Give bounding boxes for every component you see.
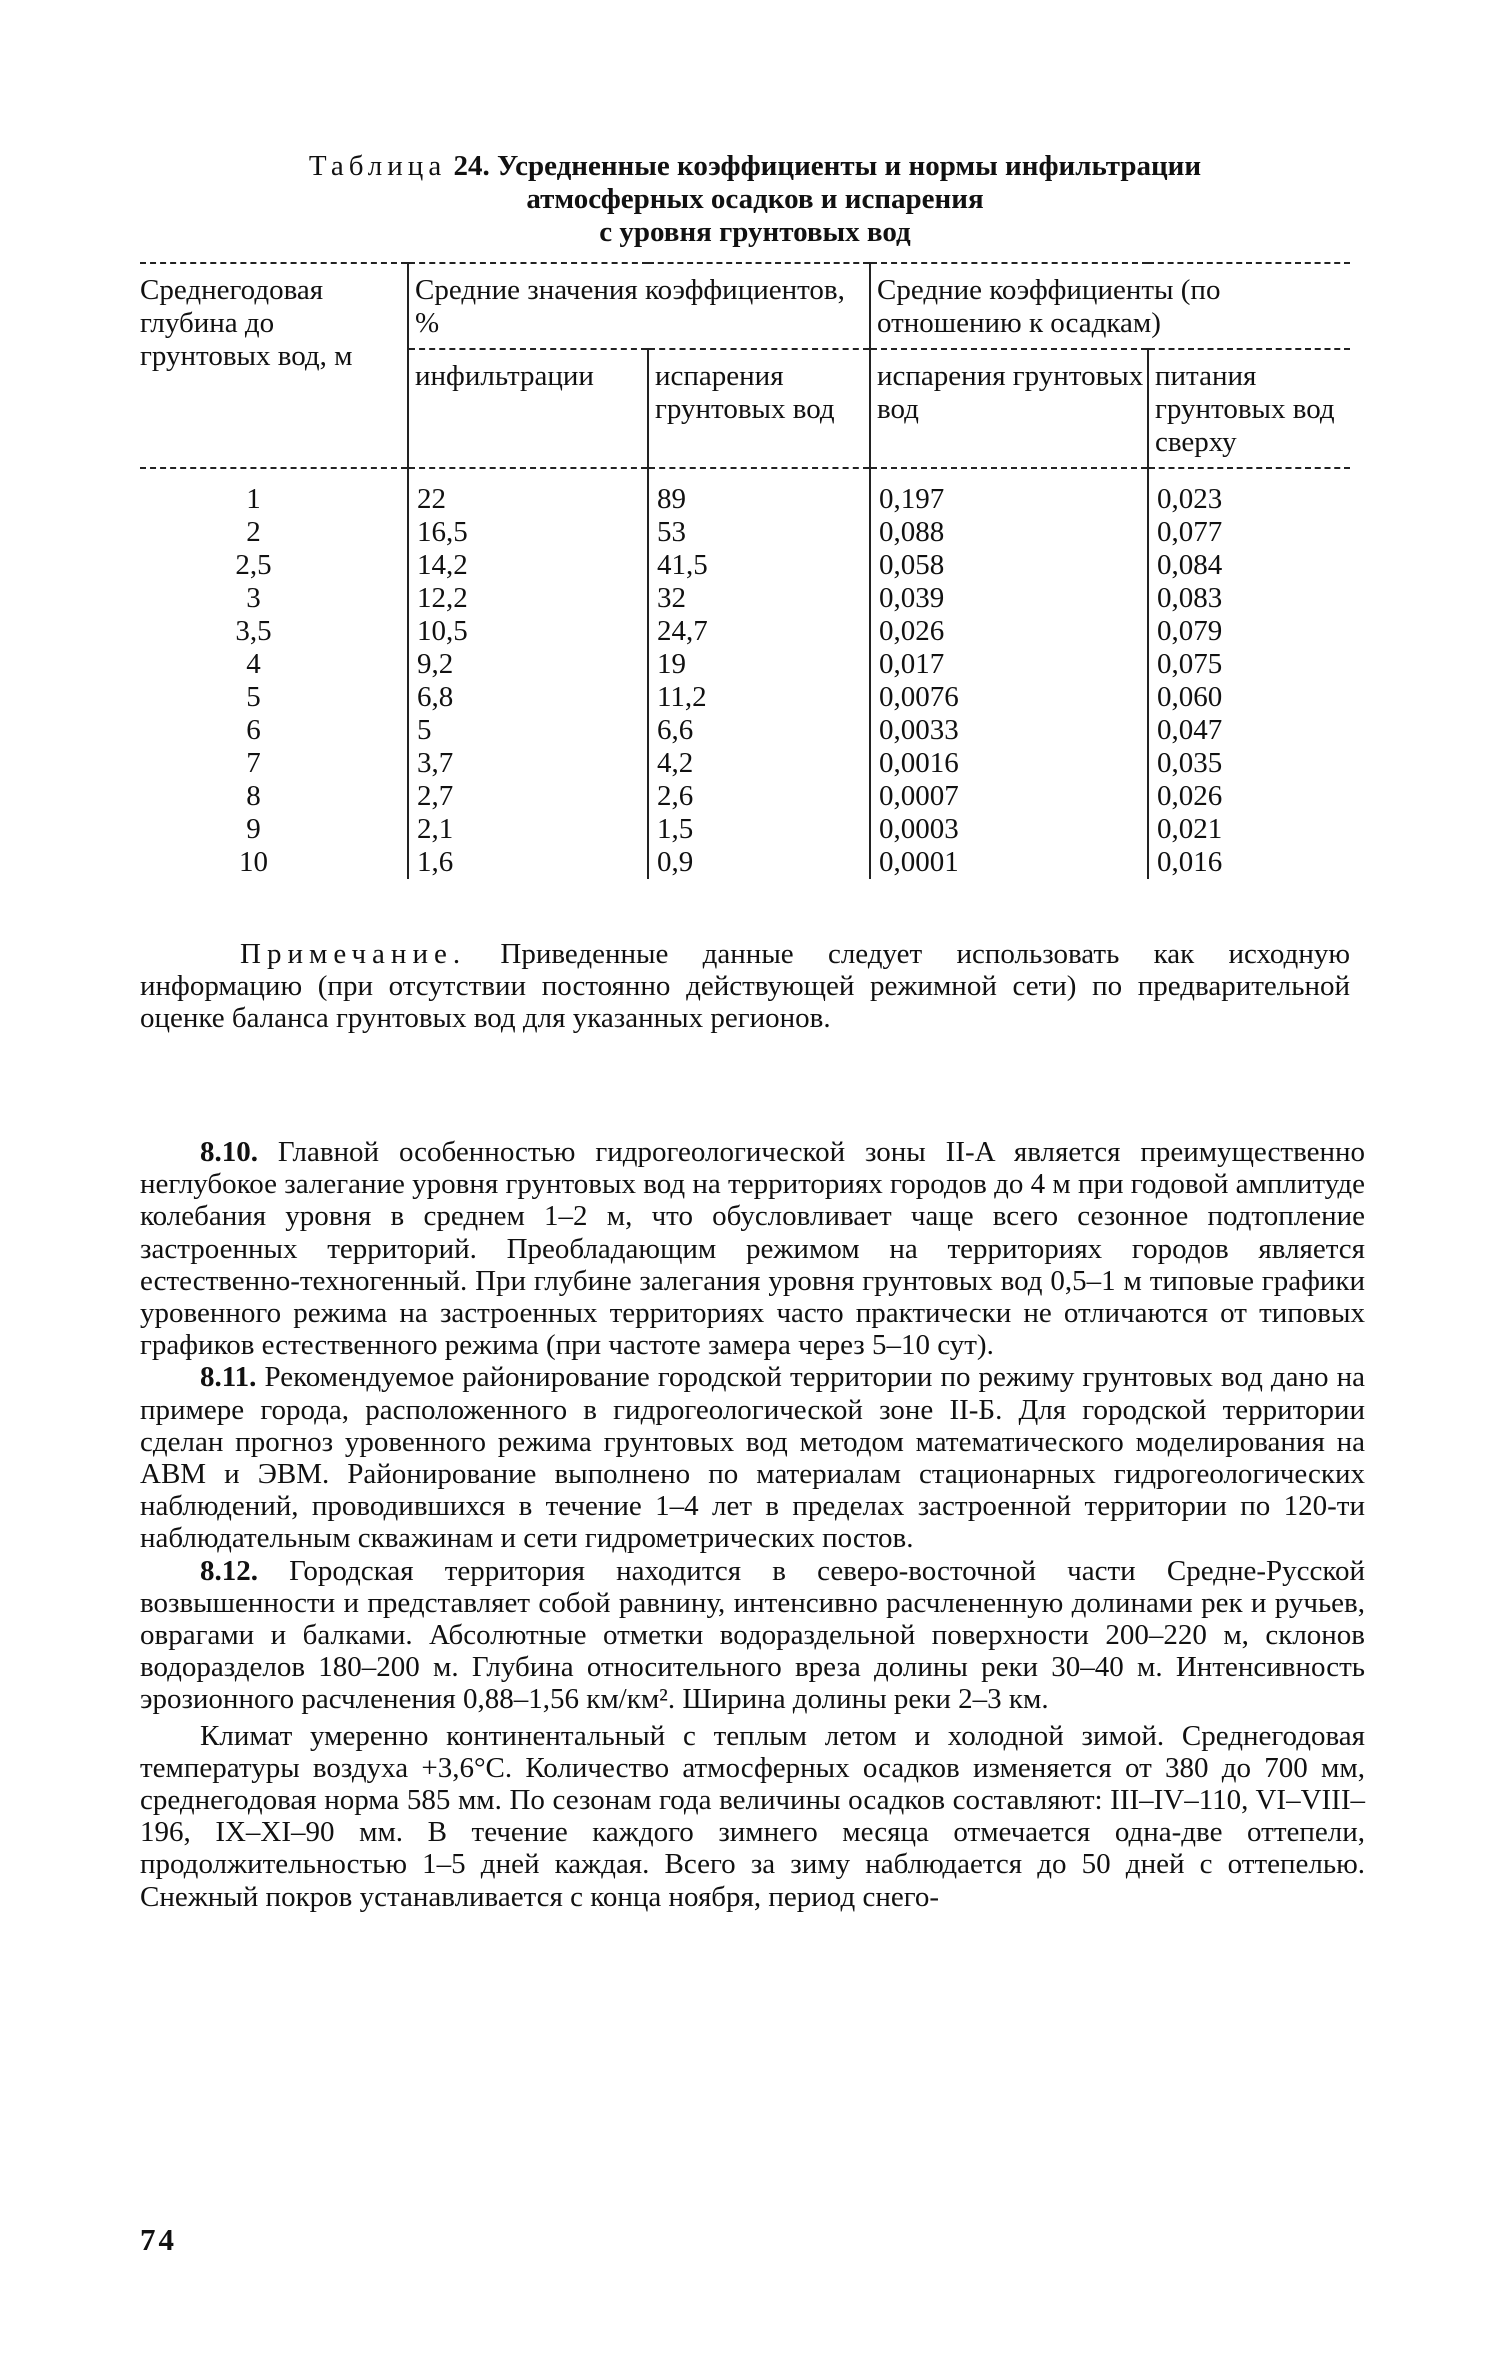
paragraph-number: 8.11. — [200, 1361, 257, 1394]
caption-title-part-1: 24. Усредненные коэффициенты и нормы инфильтрации — [453, 150, 1202, 182]
cell-depth: 2 — [140, 516, 408, 549]
table-row — [140, 549, 1350, 582]
cell-recharge: 0,016 — [1157, 846, 1223, 878]
header-evaporation-percent: испарения грунтовых вод — [648, 349, 870, 468]
cell-depth: 8 — [140, 780, 408, 813]
cell-infiltration: 5 — [408, 714, 648, 747]
cell-depth: 7 — [140, 747, 408, 780]
cell-recharge: 0,075 — [1157, 648, 1223, 680]
table-row — [140, 582, 1350, 615]
cell-infiltration: 1,6 — [408, 846, 648, 879]
table-note — [140, 938, 1350, 1034]
cell-evaporation-coef: 0,0076 — [870, 681, 1148, 714]
cell-evaporation-percent: 24,7 — [648, 615, 870, 648]
table-row — [140, 747, 1350, 780]
caption-line-1 — [140, 150, 1370, 183]
cell-evaporation-percent: 6,6 — [648, 714, 870, 747]
cell-infiltration: 16,5 — [408, 516, 648, 549]
cell-evaporation-percent: 41,5 — [648, 549, 870, 582]
cell-evaporation-coef: 0,0016 — [870, 747, 1148, 780]
cell-evaporation-percent: 19 — [648, 648, 870, 681]
cell-evaporation-percent: 89 — [648, 468, 870, 516]
cell-evaporation-percent: 1,5 — [648, 813, 870, 846]
table-row — [140, 714, 1350, 747]
cell-infiltration: 2,1 — [408, 813, 648, 846]
paragraph-text: Климат умеренно континентальный с теплым летом и холодной зимой. Среднегодовая температуры воздуха +3,6°С. Количество атмосферных осадков изменяется от 380 до 700 мм, среднегодовая норма 585 мм. По сезонам года величины осадков составляют: III–IV–110, VI–VIII–196, IX–XI–90 мм. В течение каждого зимнего месяца отмечается одна-две оттепели, продолжительностью 1–5 дней каждая. Всего за зиму наблюдается до 50 дней с оттепелью. Снежный покров устанавливается с конца ноября, период снего- — [140, 1719, 1365, 1913]
cell-evaporation-coef: 0,0033 — [870, 714, 1148, 747]
header-evaporation-coef: испарения грунтовых вод — [870, 349, 1148, 468]
caption-label: Таблица — [308, 150, 447, 182]
paragraph-text: Рекомендуемое районирование городской территории по режиму грунтовых вод дано на примере города, расположенного в гидрогеологической зоне II-Б. Для городской территории сделан прогноз уровенного режима грунтовых вод методом математического моделирования на АВМ и ЭВМ. Районирование выполнено по материалам стационарных гидрогеологических наблюдений, проводившихся в течение 1–4 лет в пределах застроенной территории по 120-ти наблюдательным скважинам и сети гидрометрических постов. — [140, 1361, 1366, 1555]
cell-evaporation-coef: 0,058 — [870, 549, 1148, 582]
table-row — [140, 648, 1350, 681]
cell-depth: 10 — [140, 846, 408, 879]
cell-evaporation-percent: 32 — [648, 582, 870, 615]
note-label: Примечание. — [240, 938, 467, 970]
paragraph-number: 8.12. — [200, 1554, 258, 1587]
cell-depth: 3 — [140, 582, 408, 615]
cell-depth: 2,5 — [140, 549, 408, 582]
table-row — [140, 516, 1350, 549]
paragraph-number: 8.10. — [200, 1136, 258, 1168]
cell-infiltration: 2,7 — [408, 780, 648, 813]
cell-evaporation-coef: 0,0001 — [870, 846, 1148, 879]
table-row — [140, 681, 1350, 714]
cell-recharge: 0,047 — [1157, 714, 1223, 746]
cell-depth: 1 — [140, 468, 408, 516]
paragraph-8-10 — [140, 1136, 1365, 1361]
cell-depth: 5 — [140, 681, 408, 714]
paragraph-text: Главной особенностью гидрогеологической зоны II-A является преимущественно неглубокое залегание уровня грунтовых вод на территориях городов до 4 м при годовой амплитуде колебания уровня в среднем 1–2 м, что обусловливает чаще всего сезонное подтопление застроенных территорий. Преобладающим режимом на территориях городов является естественно-техногенный. При глубине залегания уровня грунтовых вод 0,5–1 м типовые графики уровенного режима на застроенных территориях часто практически не отличаются от типовых графиков естественного режима (при частоте замера через 5–10 сут). — [140, 1136, 1365, 1362]
cell-evaporation-coef: 0,088 — [870, 516, 1148, 549]
header-depth: Среднегодовая глубина до грунтовых вод, м — [140, 263, 408, 468]
cell-evaporation-percent: 4,2 — [648, 747, 870, 780]
header-group-coefficients: Средние коэффициенты (по отношению к осадкам) — [870, 263, 1350, 349]
cell-infiltration: 22 — [408, 468, 648, 516]
table-row — [140, 615, 1350, 648]
cell-evaporation-percent: 53 — [648, 516, 870, 549]
cell-evaporation-coef: 0,0003 — [870, 813, 1148, 846]
paragraph-8-12 — [140, 1555, 1365, 1716]
cell-recharge: 0,060 — [1157, 681, 1223, 713]
cell-evaporation-coef: 0,197 — [870, 468, 1148, 516]
table-row — [140, 846, 1350, 879]
cell-recharge: 0,035 — [1157, 747, 1223, 779]
cell-recharge: 0,079 — [1157, 615, 1223, 647]
table-caption — [140, 150, 1370, 249]
cell-infiltration: 10,5 — [408, 615, 648, 648]
caption-line-3: с уровня грунтовых вод — [599, 216, 911, 248]
cell-evaporation-percent: 0,9 — [648, 846, 870, 879]
cell-recharge: 0,023 — [1157, 483, 1223, 515]
cell-evaporation-coef: 0,026 — [870, 615, 1148, 648]
cell-infiltration: 3,7 — [408, 747, 648, 780]
cell-depth: 4 — [140, 648, 408, 681]
cell-evaporation-percent: 2,6 — [648, 780, 870, 813]
infiltration-table — [140, 262, 1350, 879]
cell-infiltration: 14,2 — [408, 549, 648, 582]
page-number: 74 — [140, 2222, 177, 2257]
cell-depth: 6 — [140, 714, 408, 747]
body-text — [140, 1136, 1365, 1913]
cell-infiltration: 9,2 — [408, 648, 648, 681]
cell-evaporation-coef: 0,0007 — [870, 780, 1148, 813]
cell-recharge: 0,026 — [1157, 780, 1223, 812]
header-recharge: питания грунтовых вод сверху — [1148, 349, 1350, 468]
cell-recharge: 0,083 — [1157, 582, 1223, 614]
caption-line-2: атмосферных осадков и испарения — [526, 183, 984, 215]
cell-infiltration: 12,2 — [408, 582, 648, 615]
cell-infiltration: 6,8 — [408, 681, 648, 714]
cell-recharge: 0,021 — [1157, 813, 1223, 845]
cell-depth: 9 — [140, 813, 408, 846]
table-row — [140, 780, 1350, 813]
cell-recharge: 0,084 — [1157, 549, 1223, 581]
header-infiltration: инфильтрации — [408, 349, 648, 468]
cell-evaporation-percent: 11,2 — [648, 681, 870, 714]
cell-depth: 3,5 — [140, 615, 408, 648]
paragraph-climate — [140, 1720, 1365, 1913]
cell-recharge: 0,077 — [1157, 516, 1223, 548]
paragraph-text: Городская территория находится в северо-восточной части Средне-Русской возвышенности и представляет собой равнину, интенсивно расчлененную долинами рек и ручьев, оврагами и балками. Абсолютные отметки водораздельной поверхности 200–220 м, склонов водоразделов 180–200 м. Глубина относительного вреза долины реки 30–40 м. Интенсивность эрозионного расчленения 0,88–1,56 км/км². Ширина долины реки 2–3 км. — [140, 1554, 1365, 1716]
header-group-percent: Средние значения коэффициентов, % — [408, 263, 870, 349]
paragraph-8-11 — [140, 1361, 1365, 1554]
cell-evaporation-coef: 0,017 — [870, 648, 1148, 681]
cell-evaporation-coef: 0,039 — [870, 582, 1148, 615]
table-row — [140, 813, 1350, 846]
note-text: Приведенные данные следует использовать как исходную информацию (при отсутствии постоянно действующей режимной сети) по предварительной оценке баланса грунтовых вод для указанных регионов. — [140, 938, 1350, 1034]
table-row — [140, 468, 1350, 516]
